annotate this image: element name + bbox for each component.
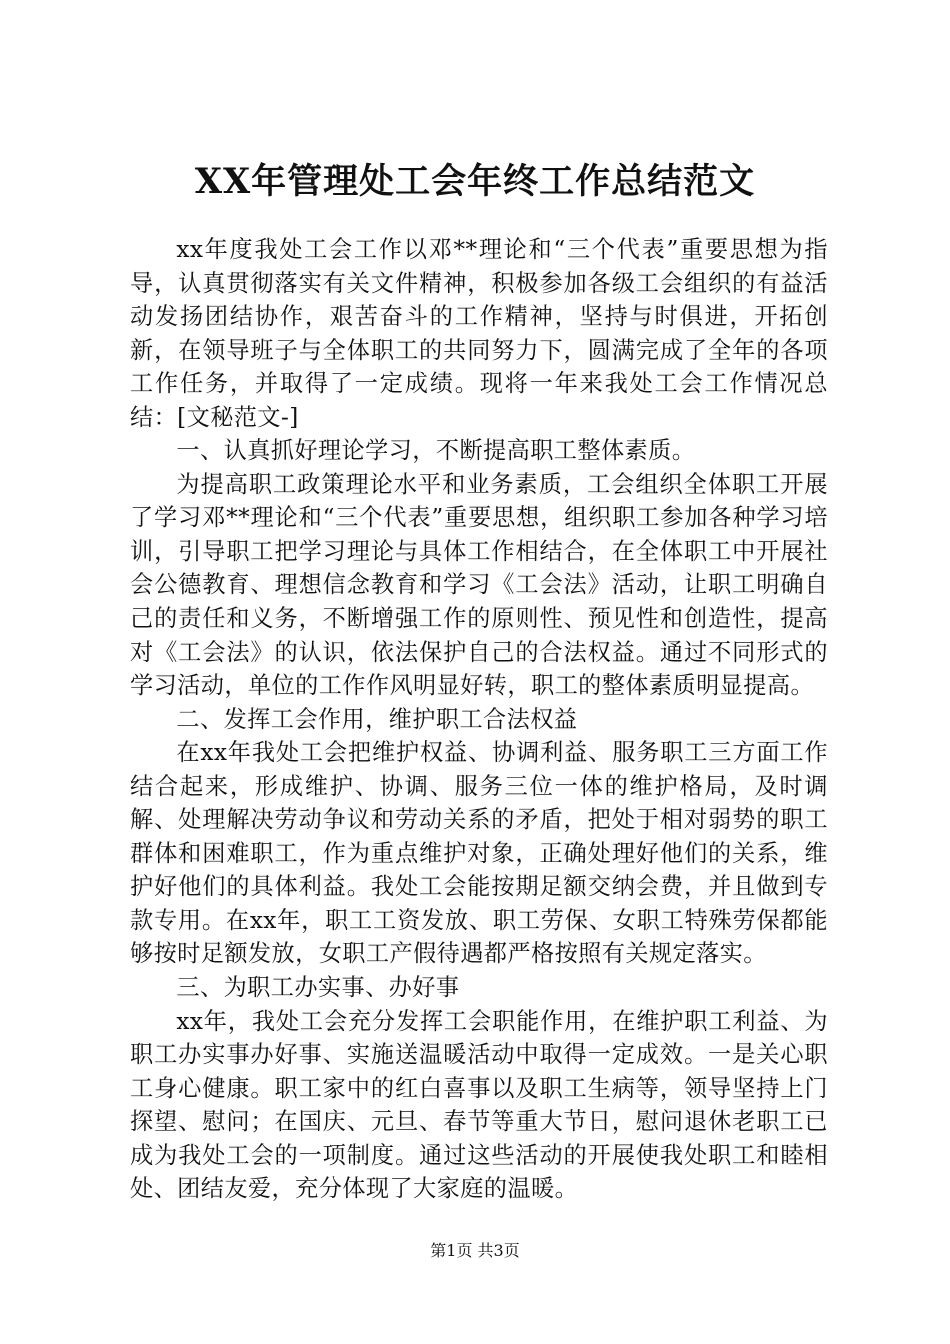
document-title: XX年管理处工会年终工作总结范文: [194, 161, 756, 202]
paragraph-intro: xx年度我处工会工作以邓**理论和“三个代表”重要思想为指导，认真贯彻落实有关文件精神，积极参加各级工会组织的有益活动发扬团结协作，艰苦奋斗的工作精神，坚持与时俱进，开拓创新，在领导班子与全体职工的共同努力下，圆满完成了全年的各项工作任务，并取得了一定成绩。现将一年来我处工会工作情况总结：[文秘范文-]: [130, 236, 828, 431]
section-heading-1: 一、认真抓好理论学习，不断提高职工整体素质。: [176, 437, 696, 465]
section-heading-3: 三、为职工办实事、办好事: [176, 974, 460, 1002]
paragraph-section-3: xx年，我处工会充分发挥工会职能作用，在维护职工利益、为职工办实事办好事、实施送温暖活动中取得一定成效。一是关心职工身心健康。职工家中的红白喜事以及职工生病等，领导坚持上门探望、慰问；在国庆、元旦、春节等重大节日，慰问退休老职工已成为我处工会的一项制度。通过这些活动的开展使我处职工和睦相处、团结友爱，充分体现了大家庭的温暖。: [130, 1007, 828, 1203]
page-number-footer: 第1页 共3页: [430, 1241, 520, 1260]
paragraph-section-2: 在xx年我处工会把维护权益、协调利益、服务职工三方面工作结合起来，形成维护、协调、服务三位一体的维护格局，及时调解、处理解决劳动争议和劳动关系的矛盾，把处于相对弱势的职工群体和困难职工，作为重点维护对象，正确处理好他们的关系，维护好他们的具体利益。我处工会能按期足额交纳会费，并且做到专款专用。在xx年，职工工资发放、职工劳保、女职工特殊劳保都能够按时足额发放，女职工产假待遇都严格按照有关规定落实。: [130, 739, 828, 968]
document-body: [130, 233, 828, 1206]
paragraph-section-1: 为提高职工政策理论水平和业务素质，工会组织全体职工开展了学习邓**理论和“三个代表”重要思想，组织职工参加各种学习培训，引导职工把学习理论与具体工作相结合，在全体职工中开展社会公德教育、理想信念教育和学习《工会法》活动，让职工明确自己的责任和义务，不断增强工作的原则性、预见性和创造性，提高对《工会法》的认识，依法保护自己的合法权益。通过不同形式的学习活动，单位的工作作风明显好转，职工的整体素质明显提高。: [130, 470, 828, 700]
section-heading-2: 二、发挥工会作用，维护职工合法权益: [176, 705, 578, 733]
